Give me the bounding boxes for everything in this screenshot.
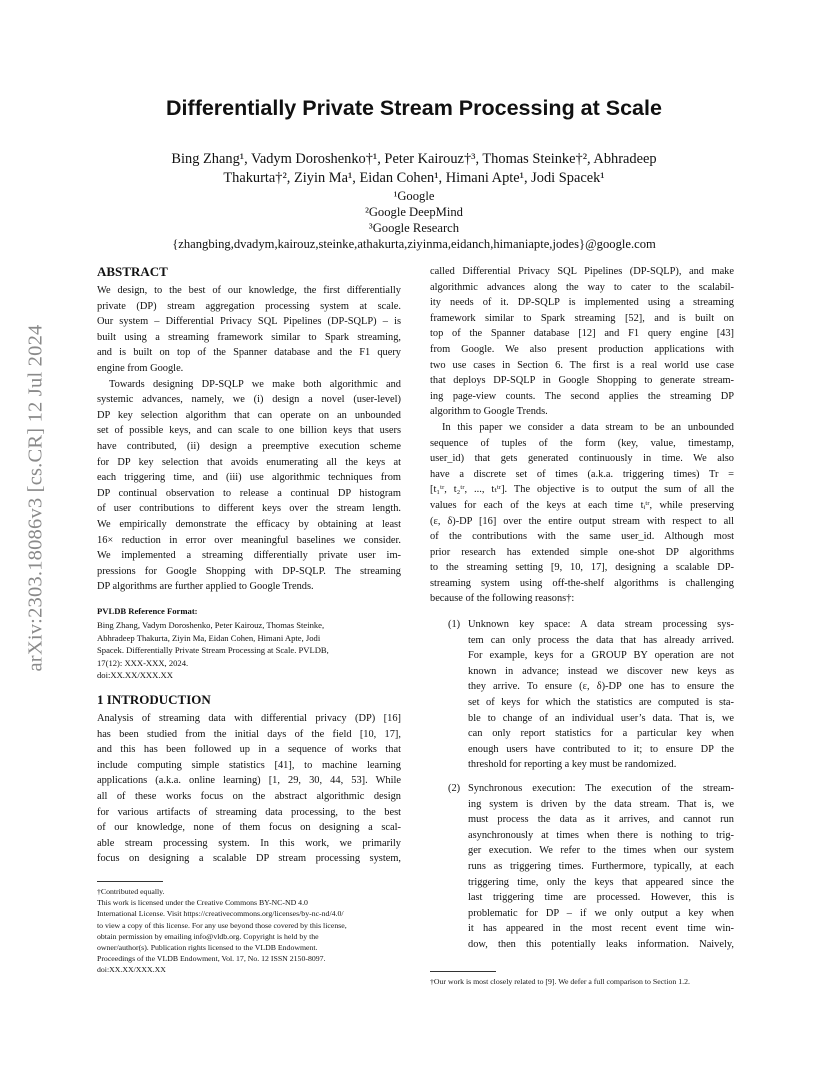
author-emails: {zhangbing,dvadym,kairouz,steinke,athakurta,ziyinma,eidanch,himaniapte,jodes}@google.com [172, 237, 656, 251]
text-line: Towards designing DP-SQLP we make both algorithmic and [109, 378, 401, 390]
left-footnotes [97, 886, 401, 976]
affiliation-research: ³Google Research [368, 221, 460, 235]
right-paragraph-1 [430, 264, 734, 420]
text-line: ble to change of an individual user’s data. That is, we [468, 712, 734, 724]
text-line: of user contributions to different keys over the stream length. [97, 503, 401, 515]
text-line: known in advance; instead we discover new keys as [468, 665, 734, 677]
text-line: tem can only process the data that has already arrived. [468, 634, 734, 646]
affiliation-google: ¹Google [393, 189, 435, 203]
author-line-1: Bing Zhang¹, Vadym Doroshenko†¹, Peter Kairouz†³, Thomas Steinke†², Abhradeep [171, 151, 657, 167]
footnote-line: obtain permission by emailing info@vldb.org. Copyright is held by the [97, 931, 319, 941]
text-line: dow, then this potentially leaks information. Naively, [468, 938, 734, 950]
text-line: Bing Zhang, Vadym Doroshenko, Peter Kairouz, Thomas Steinke, [97, 620, 325, 631]
text-line: Synchronous execution: The execution of the stream- [468, 783, 734, 794]
text-line: systemic advances, namely, we (i) design a novel (user-level) [97, 394, 401, 406]
footnote-line: owner/author(s). Publication rights licensed to the VLDB Endowment. [97, 942, 318, 952]
text-line: pressions for Google Shopping with DP-SQLP. The streaming [97, 565, 401, 577]
text-line: framework similar to Spark streaming [52], and is built on [430, 312, 734, 324]
footnote-line: †Contributed equally. [97, 886, 165, 896]
text-line: ing system is driven by the data stream. That is, we [468, 798, 734, 810]
text-line: 16× reduction in error over meaningful baselines we consider. [97, 534, 401, 546]
text-line: applications (a.k.a. online learning) [1, 29, 30, 44, 53]. While [97, 775, 401, 787]
text-line: We empirically demonstrate the efficacy by obtaining at least [97, 518, 401, 530]
text-line: to the streaming setting [9, 10, 17], designing a scalable DP- [430, 562, 734, 574]
text-line: prior research has extended simple one-shot DP algorithms [430, 546, 734, 558]
text-line: they arrive. To ensure (ε, δ)-DP one has to ensure the [468, 681, 734, 693]
text-line: able stream processing system. In this work, we primarily [97, 837, 401, 849]
text-line: triggering time, only the keys that appeared since the [468, 876, 734, 888]
footnote-line: doi:XX.XX/XXX.XX [97, 965, 166, 975]
text-line: We implemented a streaming differentially private user im- [97, 550, 401, 562]
text-line: built using a streaming framework similar to Spark streaming, [97, 331, 401, 343]
text-line: last triggering time are processed. However, this is [468, 892, 734, 904]
text-line: from Google. We also present production applications with [430, 343, 734, 355]
text-line: Unknown key space: A data stream processing sys- [468, 619, 734, 631]
text-line: DP key selection algorithm that can operate on an unbounded [97, 409, 401, 421]
text-line: Abhradeep Thakurta, Ziyin Ma, Eidan Cohen, Himani Apte, Jodi [97, 632, 321, 643]
paper-title: Differentially Private Stream Processing at Scale [166, 96, 662, 120]
text-line: In this paper we consider a data stream to be an unbounded [442, 421, 734, 433]
text-line: has been studied from the initial days of the field [10, 17], [97, 728, 401, 740]
text-line: it has appeared in the most recent event time win- [468, 923, 734, 935]
text-line: all of these works focus on the abstract algorithmic design [97, 790, 401, 802]
text-line: of the contributions with the same user_id. Although most [430, 531, 734, 543]
text-line: called Differential Privacy SQL Pipelines (DP-SQLP), and make [430, 266, 734, 277]
footnote-line: Proceedings of the VLDB Endowment, Vol. 17, No. 12 ISSN 2150-8097. [97, 954, 326, 964]
text-line: include computing simple statistics [41], to machine learning [97, 759, 401, 771]
text-line: set of possible keys, and can scale to one billion keys that users [97, 425, 401, 437]
text-line: algorithm to Google Trends. [430, 406, 548, 418]
list-item-synchronous-execution [430, 781, 734, 953]
footnote-rule [430, 971, 496, 972]
text-line: doi:XX.XX/XXX.XX [97, 670, 173, 681]
text-line: Spacek. Differentially Private Stream Processing at Scale. PVLDB, [97, 645, 329, 656]
text-line: Our system – Differential Privacy SQL Pipelines (DP-SQLP) – is [97, 316, 401, 328]
footnote-line: International License. Visit https://creativecommons.org/licenses/by-nc-nd/4.0/ [97, 909, 344, 919]
text-line: and is built on top of the Spanner database and the F1 query [97, 347, 401, 359]
text-line: have a discrete set of times (a.k.a. triggering times) Tr = [430, 468, 734, 480]
footnote-rule [97, 881, 163, 882]
list-number: (2) [448, 783, 461, 794]
text-line: enough users have contributed to it; to ensure DP the [468, 743, 734, 755]
text-line: can only report statistics for a particular key when [468, 728, 734, 740]
text-line: because of the following reasons†: [430, 593, 575, 605]
text-line: algorithmic advances along the way to cater to the scalabil- [430, 281, 734, 293]
text-line: have contributed, (ii) design a preemptive execution scheme [97, 440, 401, 452]
right-paragraph-2 [430, 420, 734, 607]
text-line: Analysis of streaming data with differential privacy (DP) [16] [97, 712, 401, 724]
list-number: (1) [448, 619, 461, 631]
text-line: problematic for DP – if we only output a key when [468, 907, 734, 919]
text-line: 17(12): XXX-XXX, 2024. [97, 657, 189, 668]
footnote-line: to view a copy of this license. For any use beyond those covered by this license, [97, 920, 347, 930]
affiliation-deepmind: ²Google DeepMind [365, 205, 463, 219]
abstract-paragraph-1 [97, 283, 401, 377]
text-line: private (DP) stream aggregation processing system at scale. [97, 300, 401, 312]
text-line: (ε, δ)-DP [16] over the entire output stream with respect to all [430, 515, 734, 527]
reference-format [97, 619, 401, 682]
arxiv-stamp-text: arXiv:2303.18086v3 [cs.CR] 12 Jul 2024 [24, 324, 47, 672]
text-line: We design, to the best of our knowledge, the first differentially [97, 285, 401, 296]
text-line: For example, keys for a GROUP BY operation are not [468, 650, 734, 662]
text-line: threshold for reporting a key must be randomized. [468, 759, 677, 771]
reference-format-heading: PVLDB Reference Format: [97, 605, 198, 616]
text-line: streaming system using off-the-shelf algorithms is challenging [430, 577, 734, 589]
text-line: each triggering time, and (iii) use algorithmic techniques from [97, 472, 401, 484]
text-line: set of keys for which the statistics are computed is sta- [468, 697, 734, 709]
text-line: runs as triggering times. Furthermore, typically, at each [468, 860, 734, 872]
text-line: ger execution. We refer to the times when our system [468, 845, 734, 857]
text-line: asynchronously at times when there is nothing to trig- [468, 829, 734, 841]
text-line: values for each of the keys at each time tᵢᵗʳ, while preserving [430, 499, 734, 511]
text-line: focus on designing a scalable DP stream processing system, [97, 853, 401, 865]
author-list [96, 150, 732, 188]
text-line: DP continual observation to release a continual DP histogram [97, 487, 401, 499]
text-line: sequence of tuples of the form (key, value, timestamp, [430, 437, 734, 449]
footnote-line: This work is licensed under the Creative Commons BY-NC-ND 4.0 [97, 898, 308, 908]
introduction-heading: 1 INTRODUCTION [97, 691, 211, 707]
left-column [97, 264, 401, 976]
text-line: two use cases in Section 6. The first is a real world use case [430, 359, 734, 371]
list-item-unknown-key-space [430, 617, 734, 773]
text-line: for DP key selection that avoids enumerating all the keys at [97, 456, 401, 468]
text-line: for various artifacts of streaming data processing, to the best [97, 806, 401, 818]
text-line: of our knowledge, none of them focus on designing a scal- [97, 822, 401, 834]
text-line: top of the Spanner database [12] and F1 query engine [43] [430, 328, 734, 340]
text-line: ity needs of it. DP-SQLP is implemented using a streaming [430, 297, 734, 309]
text-line: [t₁ᵗʳ, t₂ᵗʳ, ..., tₜᵗʳ]. The objective is to output the sum of all the [430, 484, 734, 496]
text-line: must process the data as it arrives, and cannot run [468, 814, 734, 826]
text-line: DP algorithms are further applied to Google Trends. [97, 581, 314, 593]
arxiv-stamp [20, 296, 52, 700]
introduction-paragraph [97, 711, 401, 867]
text-line: user_id) that gets generated continuously in time. We also [430, 453, 734, 465]
right-column [430, 264, 734, 987]
text-line: ing page-view counts. The second applies the streaming DP [430, 390, 734, 402]
text-line: engine from Google. [97, 362, 184, 374]
abstract-paragraph-2 [97, 377, 401, 595]
text-line: that deploys DP-SQLP in Google Shopping to generate stream- [430, 375, 734, 387]
author-line-2: Thakurta†², Ziyin Ma¹, Eidan Cohen¹, Himani Apte¹, Jodi Spacek¹ [223, 170, 605, 186]
abstract-heading: ABSTRACT [97, 264, 168, 279]
right-footnote: †Our work is most closely related to [9]. We defer a full comparison to Section 1.2. [430, 976, 690, 986]
text-line: and this has been followed up in a sequence of works that [97, 744, 401, 756]
